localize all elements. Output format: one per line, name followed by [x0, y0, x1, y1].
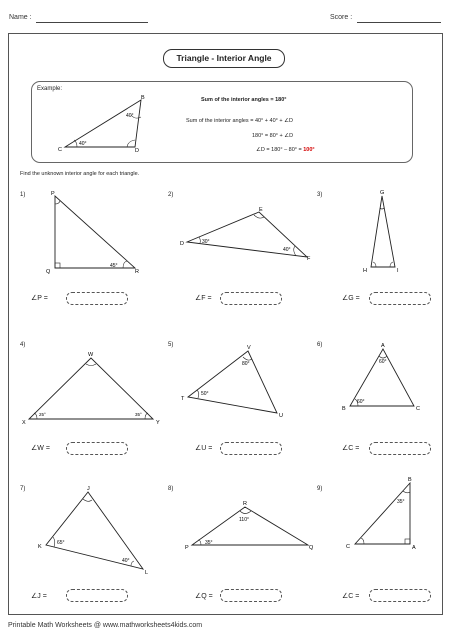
problem-4-vertex-y: Y	[156, 420, 160, 426]
name-field[interactable]	[36, 22, 148, 23]
problem-4-answer-input[interactable]	[66, 442, 128, 455]
problem-5-vertex-t: T	[181, 396, 185, 402]
problem-3-vertex-g: G	[380, 190, 385, 196]
problem-4-number: 4)	[20, 342, 26, 348]
problem-2-vertex-e: E	[259, 207, 263, 213]
example-label: Example:	[37, 86, 63, 92]
problem-1-triangle	[40, 188, 145, 278]
problem-7-vertex-k: K	[38, 544, 42, 550]
problem-9-answer-label: ∠C =	[342, 593, 360, 600]
problem-9-triangle	[340, 474, 425, 554]
instruction-text: Find the unknown interior angle for each triangle.	[20, 171, 140, 177]
score-label: Score :	[330, 14, 353, 21]
problem-9-angle-b: 35°	[397, 499, 405, 505]
problem-8-vertex-q: Q	[309, 545, 314, 551]
problem-2-number: 2)	[168, 192, 174, 198]
problem-5-angle-v: 80°	[242, 361, 250, 367]
problem-5-vertex-v: V	[247, 345, 251, 351]
problem-7-angle-k: 65°	[57, 540, 65, 546]
example-angle-c: 40°	[79, 141, 87, 147]
problem-7-triangle	[35, 482, 155, 577]
problem-4-triangle	[20, 349, 165, 429]
problem-4-angle-y: 35°	[135, 412, 142, 417]
problem-5-angle-t: 50°	[201, 391, 209, 397]
problem-6-answer-input[interactable]	[369, 442, 431, 455]
problem-2-triangle	[175, 200, 315, 265]
problem-9-answer-input[interactable]	[369, 589, 431, 602]
problem-9-vertex-c: C	[346, 544, 350, 550]
problem-4-answer-label: ∠W =	[31, 445, 50, 452]
problem-7-vertex-l: L	[145, 570, 149, 576]
problem-9-number: 9)	[317, 486, 323, 492]
problem-3-vertex-i: I	[397, 268, 399, 274]
name-label: Name :	[9, 14, 32, 21]
problem-6-vertex-b: B	[342, 406, 346, 412]
problem-7-answer-label: ∠J =	[31, 593, 47, 600]
example-vertex-c: C	[58, 147, 62, 152]
problem-3-answer-label: ∠G =	[342, 295, 360, 302]
problem-1-vertex-p: P	[51, 191, 55, 197]
problem-5-answer-input[interactable]	[220, 442, 282, 455]
problem-5-number: 5)	[168, 342, 174, 348]
example-sum-rule: Sum of the interior angles = 180°	[201, 97, 287, 103]
problem-6-number: 6)	[317, 342, 323, 348]
problem-8-vertex-p: P	[185, 545, 189, 551]
problem-7-angle-l: 40°	[122, 558, 130, 564]
problem-4-vertex-x: X	[22, 420, 26, 426]
problem-6-angle-a: 60°	[379, 359, 387, 365]
problem-6-angle-b: 60°	[357, 399, 365, 405]
footer-credit: Printable Math Worksheets @ www.mathworksheets4kids.com	[8, 622, 203, 629]
problem-8-angle-r: 110°	[239, 517, 249, 523]
problem-8-answer-input[interactable]	[220, 589, 282, 602]
problem-3-answer-input[interactable]	[369, 292, 431, 305]
problem-8-number: 8)	[168, 486, 174, 492]
problem-7-vertex-j: J	[87, 486, 90, 492]
problem-4-angle-x: 25°	[39, 412, 46, 417]
example-triangle	[55, 90, 155, 152]
problem-5-triangle	[180, 342, 290, 422]
problem-8-answer-label: ∠Q =	[195, 593, 213, 600]
problem-9-vertex-a: A	[412, 545, 416, 551]
problem-6-triangle	[340, 340, 420, 415]
problem-8-triangle	[180, 498, 320, 553]
problem-1-answer-label: ∠P =	[31, 295, 48, 302]
example-answer: 100°	[303, 147, 315, 153]
problem-2-angle-d: 30°	[202, 239, 210, 245]
problem-4-vertex-w: W	[88, 352, 94, 358]
example-vertex-b: B	[141, 95, 145, 101]
score-field[interactable]	[357, 22, 441, 23]
example-angle-b: 40°	[126, 113, 134, 119]
problem-1-answer-input[interactable]	[66, 292, 128, 305]
problem-6-vertex-a: A	[381, 343, 385, 349]
problem-1-angle-r: 45°	[110, 263, 118, 269]
example-vertex-d: D	[135, 148, 139, 152]
problem-2-answer-label: ∠F =	[195, 295, 212, 302]
problem-5-vertex-u: U	[279, 413, 283, 419]
problem-9-vertex-b: B	[408, 477, 412, 483]
problem-1-vertex-r: R	[135, 269, 139, 275]
problem-2-angle-f: 40°	[283, 247, 291, 253]
example-step-1: Sum of the interior angles = 40° + 40° + ∠D	[186, 118, 294, 124]
problem-2-vertex-d: D	[180, 241, 184, 247]
worksheet-title: Triangle - Interior Angle	[163, 49, 285, 68]
problem-6-vertex-c: C	[416, 406, 420, 412]
example-step-3: ∠D = 180° – 80° = 100°	[256, 147, 315, 153]
problem-7-answer-input[interactable]	[66, 589, 128, 602]
problem-7-number: 7)	[20, 486, 26, 492]
problem-1-number: 1)	[20, 192, 26, 198]
example-step-2: 180° = 80° + ∠D	[252, 133, 294, 139]
problem-2-vertex-f: F	[307, 256, 311, 262]
problem-3-triangle	[360, 186, 405, 278]
problem-8-vertex-r: R	[243, 501, 247, 507]
problem-5-answer-label: ∠U =	[195, 445, 213, 452]
problem-6-answer-label: ∠C =	[342, 445, 360, 452]
problem-2-answer-input[interactable]	[220, 292, 282, 305]
problem-1-vertex-q: Q	[46, 269, 51, 275]
problem-3-vertex-h: H	[363, 268, 367, 274]
problem-8-angle-p: 35°	[205, 540, 213, 546]
problem-3-number: 3)	[317, 192, 323, 198]
